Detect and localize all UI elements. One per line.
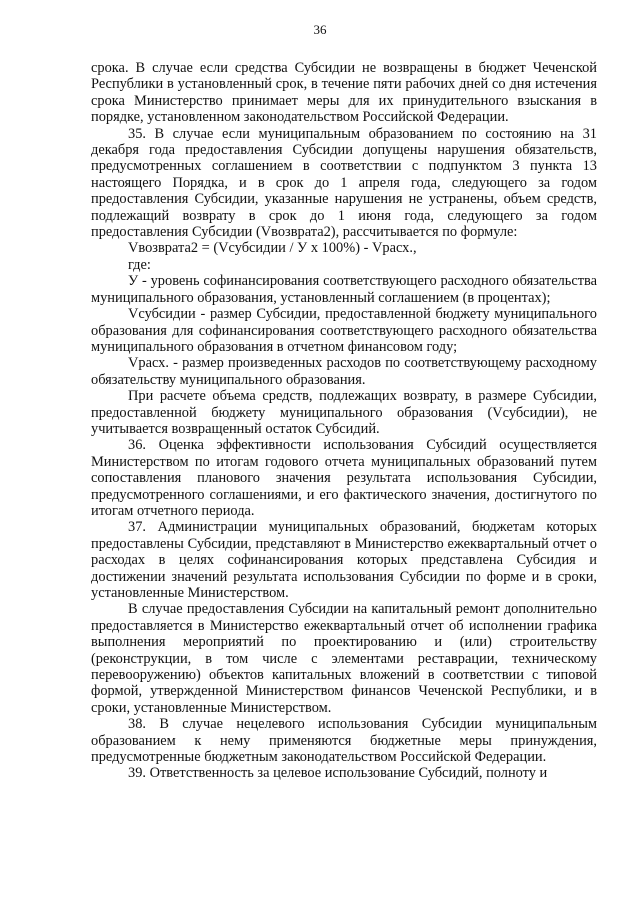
paragraph-item-39: 39. Ответственность за целевое использование Субсидий, полноту и bbox=[128, 765, 548, 782]
formula-line: Vвозврата2 = (Vсубсидии / У х 100%) - Vрасх., bbox=[128, 240, 417, 257]
paragraph-item-36: 36. Оценка эффективности использования Субсидий осуществляется Министерством по итогам годового отчета муниципальных образований путем сопоставления планового значения результата использования Субсидии, предусмотренного соглашениями, и его фактического значения, достигнутого по итогам отчетного периода. bbox=[91, 437, 597, 519]
paragraph-item-37: 37. Администрации муниципальных образований, бюджетам которых предоставлены Субсидии, представляют в Министерство ежеквартальный отчет о расходах в целях софинансирования которых представлена Субсидия и достижении значений результата использования Субсидии по форме и в сроки, установленные Министерством. bbox=[91, 519, 597, 601]
definition-u: У - уровень софинансирования соответствующего расходного обязательства муниципального образования, установленный соглашением (в процентах); bbox=[91, 273, 597, 306]
page-number: 36 bbox=[313, 22, 327, 37]
definition-vrash: Vрасх. - размер произведенных расходов по соответствующему расходному обязательству муниципального образования. bbox=[91, 355, 597, 388]
formula-where-label: где: bbox=[128, 256, 151, 273]
paragraph-calculation-note: При расчете объема средств, подлежащих возврату, в размере Субсидии, предоставленной бюджету муниципального образования (Vсубсидии), не учитывается возвращенный остаток Субсидий. bbox=[91, 388, 597, 437]
paragraph-capital-repair: В случае предоставления Субсидии на капитальный ремонт дополнительно предоставляется в Министерство ежеквартальный отчет об исполнении графика выполнения мероприятий по проектированию и (или) строительству (реконструкции, в том числе с элементами реставрации, техническому перевооружению) объектов капитальных вложений в соответствии с типовой формой, утвержденной Министерством финансов Чеченской Республики, и в сроки, установленные Министерством. bbox=[91, 601, 597, 716]
paragraph-item-38: 38. В случае нецелевого использования Субсидии муниципальным образованием к нему применяются бюджетные меры принуждения, предусмотренные бюджетным законодательством Российской Федерации. bbox=[91, 716, 597, 766]
definition-vsubsidii: Vсубсидии - размер Субсидии, предоставленной бюджету муниципального образования для софинансирования соответствующего расходного обязательства муниципального образования в отчетном финансовом году; bbox=[91, 306, 597, 355]
paragraph-item-35: 35. В случае если муниципальным образованием по состоянию на 31 декабря года предоставления Субсидии допущены нарушения обязательств, предусмотренных соглашением в соответствии с подпунктом 3 пункта 13 настоящего Порядка, и в срок до 1 апреля года, следующего за годом предоставления Субсидии, указанные нарушения не устранены, объем средств, подлежащий возврату в срок до 1 июня года, следующего за годом предоставления Субсидии (Vвозврата2), рассчитывается по формуле: bbox=[91, 125, 597, 241]
document-body bbox=[91, 60, 597, 782]
paragraph-continuation: срока. В случае если средства Субсидии не возвращены в бюджет Чеченской Республики в установленный срок, в течение пяти рабочих дней со дня истечения срока Министерство принимает меры для их принудительного взыскания в порядке, установленном законодательством Российской Федерации. bbox=[91, 60, 597, 126]
